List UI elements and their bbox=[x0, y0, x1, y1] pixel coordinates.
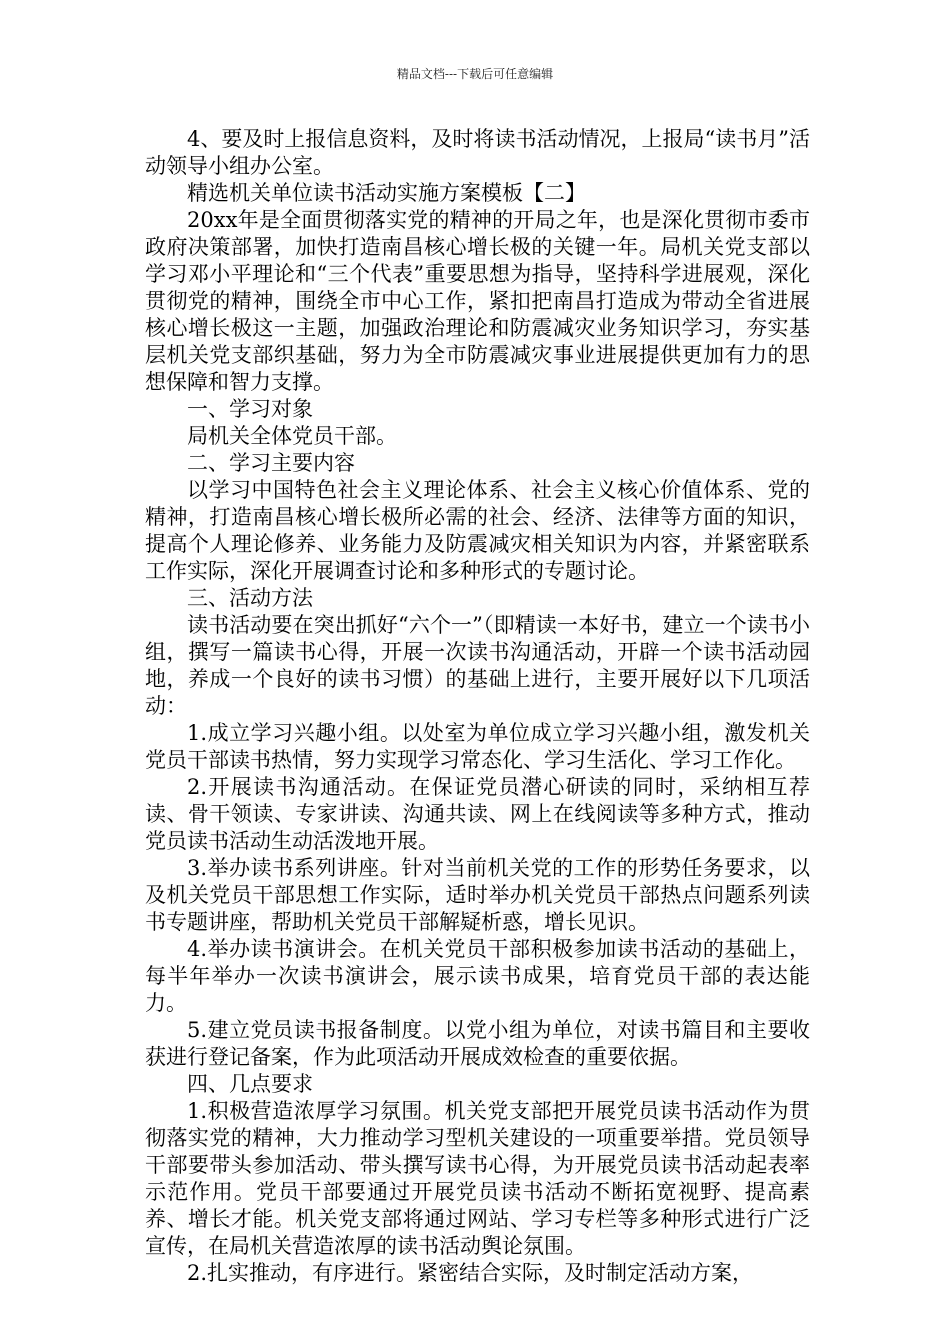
section-title: 精选机关单位读书活动实施方案模板【二】 bbox=[187, 181, 586, 205]
heading-study-target: 一、学习对象 bbox=[187, 397, 313, 421]
list-item-reading-exchange: 2.开展读书沟通活动。在保证党员潜心研读的同时，采纳相互荐读、骨干领读、专家讲读、沟通共读、网上在线阅读等多种方式，推动党员读书活动生动活泼地开展。 bbox=[145, 775, 810, 853]
list-item-reading-record: 5.建立党员读书报备制度。以党小组为单位，对读书篇目和主要收获进行登记备案，作为此项活动开展成效检查的重要依据。 bbox=[145, 1018, 810, 1069]
paragraph-study-target: 局机关全体党员干部。 bbox=[187, 424, 397, 448]
paragraph-intro: 20xx年是全面贯彻落实党的精神的开局之年，也是深化贯彻市委市政府决策部署，加快打造南昌核心增长极的关键一年。局机关党支部以学习邓小平理论和“三个代表”重要思想为指导，坚持科学进展观，深化贯彻党的精神，围绕全市中心工作，紧扣把南昌打造成为带动全省进展核心增长极这一主题，加强政治理论和防震减灾业务知识学习，夯实基层机关党支部织基础，努力为全市防震减灾事业进展提供更加有力的思想保障和智力支撑。 bbox=[145, 208, 810, 394]
heading-activity-method: 三、活动方法 bbox=[187, 586, 313, 610]
list-item-atmosphere: 1.积极营造浓厚学习氛围。机关党支部把开展党员读书活动作为贯彻落实党的精神，大力推动学习型机关建设的一项重要举措。党员领导干部要带头参加活动、带头撰写读书心得，为开展党员读书活动起表率示范作用。党员干部要通过开展党员读书活动不断拓宽视野、提高素养、增长才能。机关党支部将通过网站、学习专栏等多种形式进行广泛宣传，在局机关营造浓厚的读书活动舆论氛围。 bbox=[145, 1099, 810, 1258]
list-item-orderly: 2.扎实推动，有序进行。紧密结合实际，及时制定活动方案， bbox=[187, 1261, 754, 1285]
page-header: 精品文档---下载后可任意编辑 bbox=[396, 67, 554, 81]
list-item-lecture-series: 3.举办读书系列讲座。针对当前机关党的工作的形势任务要求，以及机关党员干部思想工作实际，适时举办机关党员干部热点问题系列读书专题讲座，帮助机关党员干部解疑析惑，增长见识。 bbox=[145, 856, 810, 934]
heading-requirements: 四、几点要求 bbox=[187, 1072, 313, 1096]
document-body bbox=[145, 126, 810, 1287]
heading-study-content: 二、学习主要内容 bbox=[187, 451, 355, 475]
list-item-interest-group: 1.成立学习兴趣小组。以处室为单位成立学习兴趣小组，激发机关党员干部读书热情，努力实现学习常态化、学习生活化、学习工作化。 bbox=[145, 721, 810, 772]
paragraph-report-info: 4、要及时上报信息资料，及时将读书活动情况，上报局“读书月”活动领导小组办公室。 bbox=[145, 127, 810, 178]
paragraph-study-content: 以学习中国特色社会主义理论体系、社会主义核心价值体系、党的精神，打造南昌核心增长极所必需的社会、经济、法律等方面的知识，提高个人理论修养、业务能力及防震减灾相关知识为内容，并紧密联系工作实际，深化开展调查讨论和多种形式的专题讨论。 bbox=[145, 478, 810, 583]
list-item-speech-meeting: 4.举办读书演讲会。在机关党员干部积极参加读书活动的基础上，每半年举办一次读书演讲会，展示读书成果，培育党员干部的表达能力。 bbox=[145, 937, 810, 1015]
paragraph-activity-method: 读书活动要在突出抓好“六个一”（即精读一本好书，建立一个读书小组，撰写一篇读书心得，开展一次读书沟通活动，开辟一个读书活动园地，养成一个良好的读书习惯）的基础上进行，主要开展好以下几项活动： bbox=[145, 613, 810, 718]
